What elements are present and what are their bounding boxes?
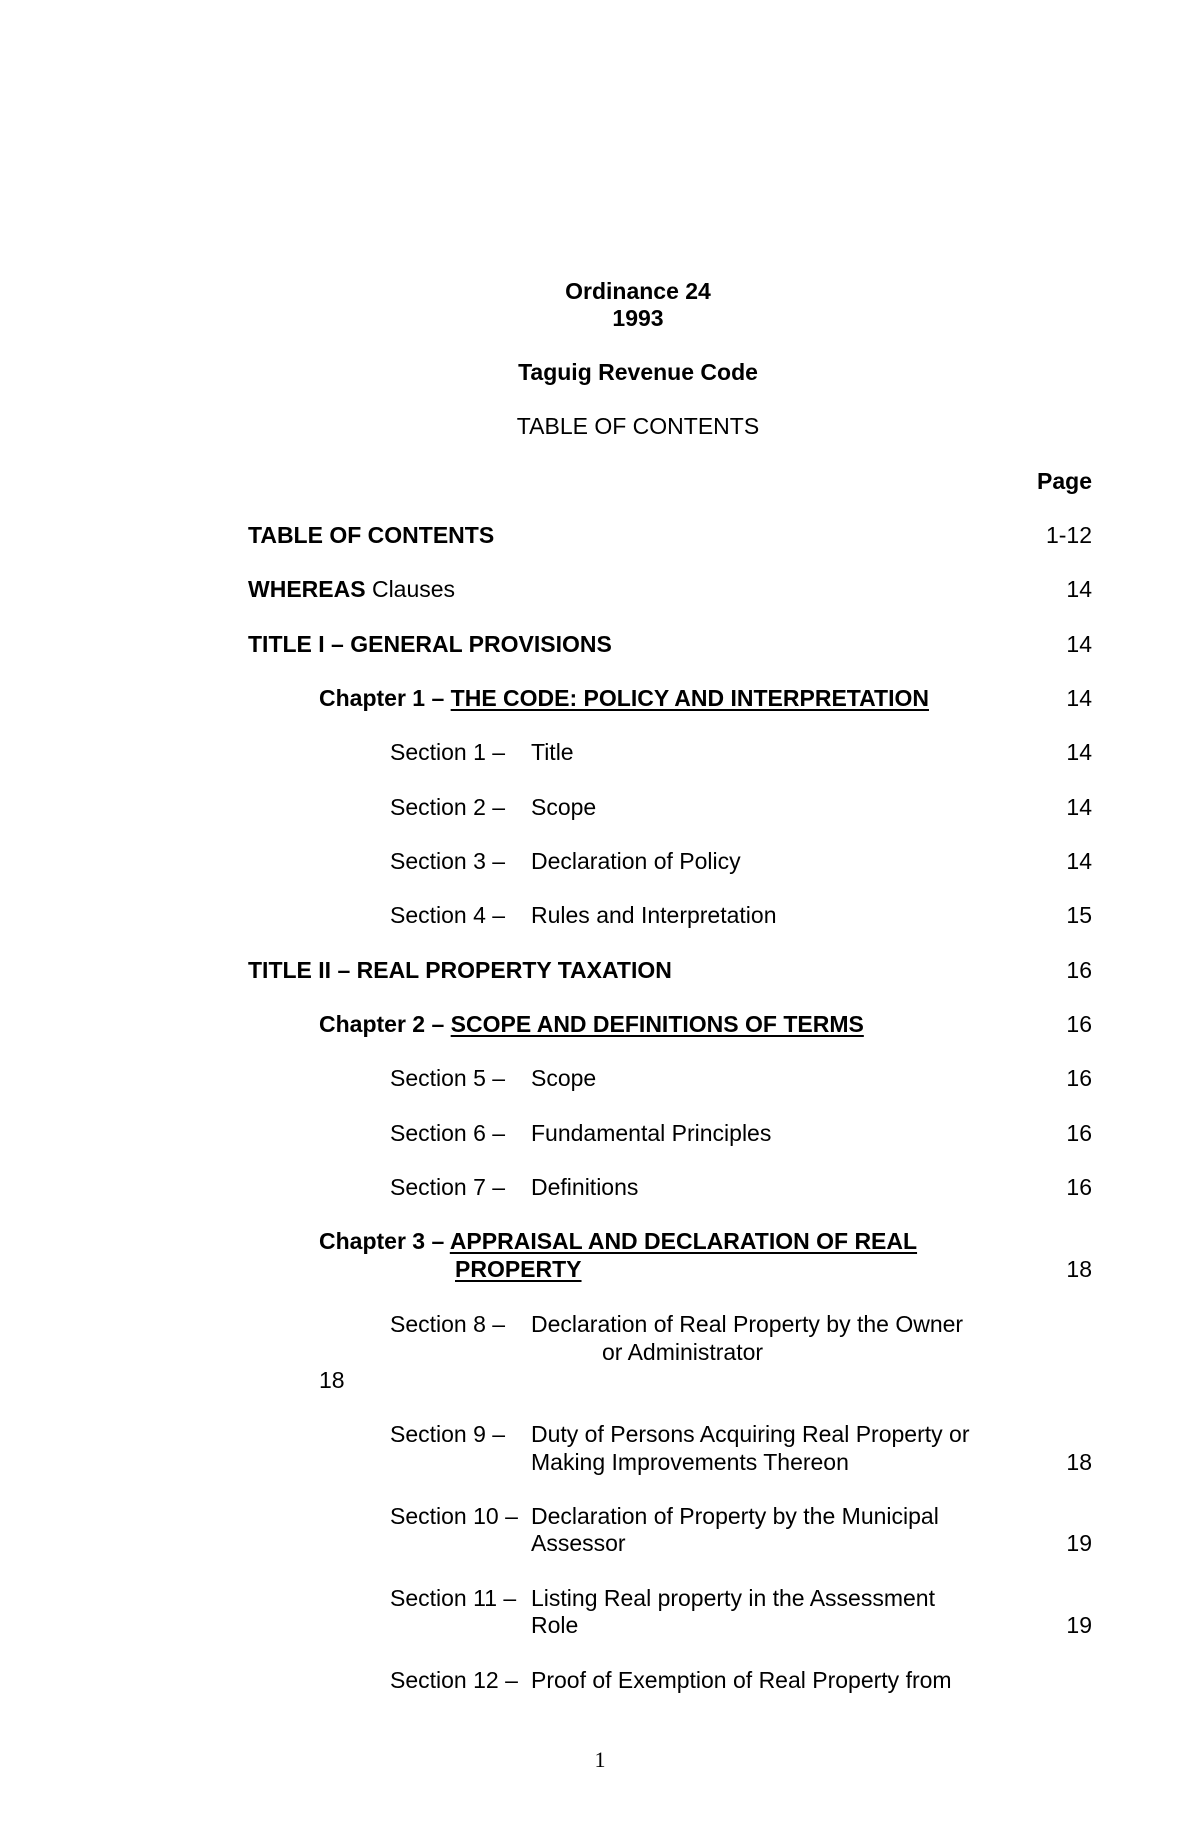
section-1-number: Section 1 – [390,739,506,765]
section-9-page: 18 [1066,1449,1092,1475]
chapter-2-prefix: Chapter 2 – [319,1011,451,1037]
ordinance-number: Ordinance 24 [565,278,711,304]
section-5-title: Scope [531,1065,597,1091]
whereas-bold: WHEREAS [248,576,366,602]
chapter-3-title-line-2: PROPERTY [455,1256,582,1282]
chapter-1-title: THE CODE: POLICY AND INTERPRETATION [450,685,929,711]
section-4-title: Rules and Interpretation [531,902,777,928]
toc-entry-page: 1-12 [1045,522,1092,548]
footer-page-number: 1 [594,1747,606,1772]
section-8-title-line-2: or Administrator [602,1339,764,1365]
chapter-2-title: SCOPE AND DEFINITIONS OF TERMS [450,1011,864,1037]
chapter-1-prefix: Chapter 1 – [319,685,451,711]
section-7-page: 16 [1066,1174,1092,1200]
title-2-page: 16 [1066,957,1092,983]
section-1-title: Title [531,739,574,765]
section-8-title-line-1: Declaration of Real Property by the Owner [531,1311,964,1337]
chapter-3-entry [319,1230,917,1253]
section-9-title-line-2: Making Improvements Thereon [531,1449,849,1475]
section-3-number: Section 3 – [390,848,506,874]
whereas-rest: Clauses [365,576,456,602]
chapter-1-entry [319,687,929,710]
section-1-page: 14 [1066,739,1092,765]
section-8-page: 18 [319,1367,345,1393]
section-6-title: Fundamental Principles [531,1120,772,1146]
chapter-3-page: 18 [1066,1256,1092,1282]
chapter-3-title-line-1: APPRAISAL AND DECLARATION OF REAL [449,1228,918,1254]
whereas-page: 14 [1066,576,1092,602]
section-4-number: Section 4 – [390,902,506,928]
whereas-entry [248,578,455,601]
section-12-title-line-1: Proof of Exemption of Real Property from [531,1667,952,1693]
section-2-page: 14 [1066,794,1092,820]
chapter-3-prefix: Chapter 3 – [319,1228,450,1254]
section-9-title-line-1: Duty of Persons Acquiring Real Property or [531,1421,970,1447]
chapter-2-page: 16 [1066,1011,1092,1037]
document-title: Taguig Revenue Code [518,359,758,385]
toc-entry-label: TABLE OF CONTENTS [248,522,495,548]
section-7-title: Definitions [531,1174,639,1200]
section-12-number: Section 12 – [390,1667,518,1693]
toc-heading: TABLE OF CONTENTS [516,413,760,439]
section-10-title-line-2: Assessor [531,1530,626,1556]
chapter-1-page: 14 [1066,685,1092,711]
section-10-page: 19 [1066,1530,1092,1556]
section-11-number: Section 11 – [390,1585,517,1611]
section-10-title-line-1: Declaration of Property by the Municipal [531,1503,939,1529]
section-8-number: Section 8 – [390,1311,506,1337]
section-5-page: 16 [1066,1065,1092,1091]
section-11-title-line-1: Listing Real property in the Assessment [531,1585,935,1611]
section-9-number: Section 9 – [390,1421,506,1447]
ordinance-year: 1993 [612,305,664,331]
chapter-2-entry [319,1013,864,1036]
page-column-header: Page [1037,468,1092,494]
section-3-page: 14 [1066,848,1092,874]
title-1-page: 14 [1066,631,1092,657]
section-6-number: Section 6 – [390,1120,506,1146]
section-11-page: 19 [1066,1612,1092,1638]
section-2-number: Section 2 – [390,794,506,820]
section-6-page: 16 [1066,1120,1092,1146]
section-11-title-line-2: Role [531,1612,579,1638]
section-7-number: Section 7 – [390,1174,506,1200]
title-1-label: TITLE I – GENERAL PROVISIONS [248,631,612,657]
section-10-number: Section 10 – [390,1503,518,1529]
title-2-label: TITLE II – REAL PROPERTY TAXATION [248,957,672,983]
section-5-number: Section 5 – [390,1065,506,1091]
section-4-page: 15 [1066,902,1092,928]
section-2-title: Scope [531,794,597,820]
section-3-title: Declaration of Policy [531,848,741,874]
